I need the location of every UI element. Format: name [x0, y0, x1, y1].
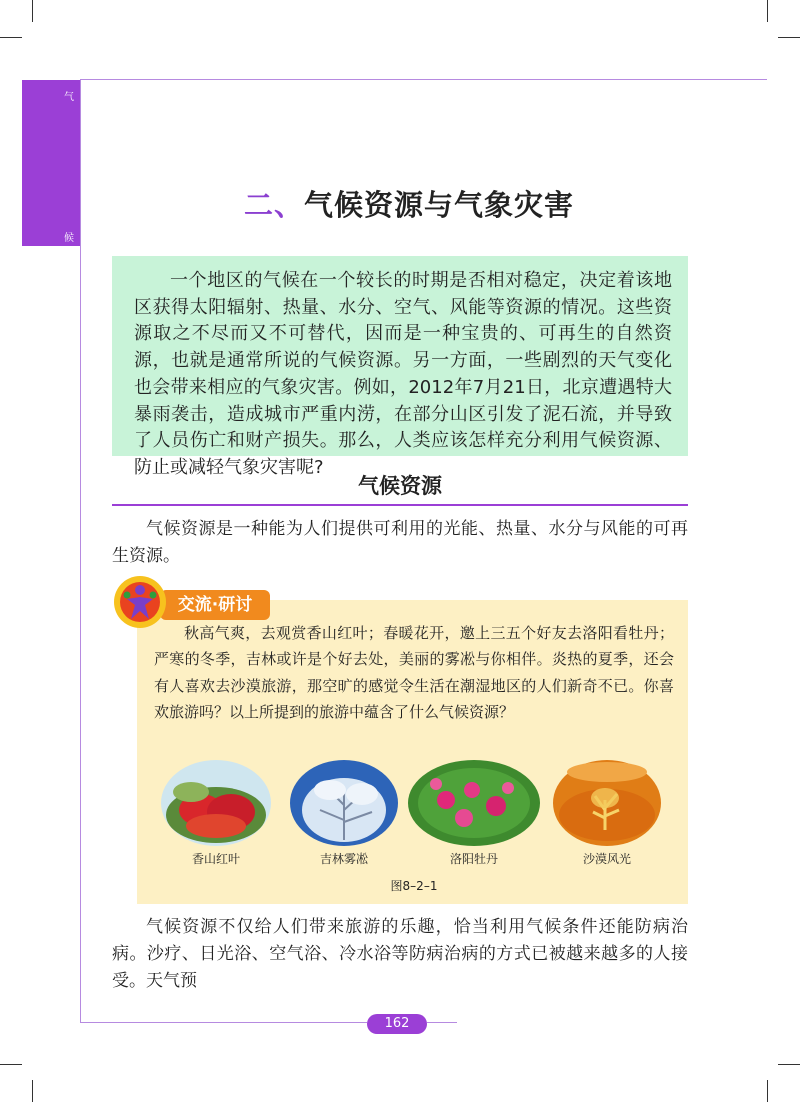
section-title-text: 气候资源与气象灾害: [304, 188, 575, 222]
top-rule: [80, 79, 767, 80]
photo-caption: 吉林雾凇: [319, 852, 368, 866]
photo-caption: 香山红叶: [191, 852, 240, 866]
crop-mark: [0, 1064, 22, 1065]
page-number: 162: [367, 1014, 427, 1034]
crop-mark: [767, 0, 768, 22]
photo-caption: 沙漠风光: [582, 852, 631, 866]
subsection-rule: [112, 504, 688, 506]
crop-mark: [778, 1064, 800, 1065]
jilin-rime-photo: [290, 760, 398, 846]
intro-paragraph: 一个地区的气候在一个较长的时期是否相对稳定，决定着该地区获得太阳辐射、热量、水分、空气、风能等资源的情况。这些资源取之不尽而又不可替代，因而是一种宝贵的、可再生的自然资源，也就是通常所说的气候资源。另一方面，一些剧烈的天气变化也会带来相应的气象灾害。例如，2012年7月21日，北京遭遇特大暴雨袭击，造成城市严重内涝，在部分山区引发了泥石流，并导致了人员伤亡和财产损失。那么，人类应该怎样充分利用气候资源、防止或减轻气象灾害呢?: [134, 270, 672, 478]
crop-mark: [767, 1080, 768, 1102]
xiangshan-red-leaves-photo: [161, 760, 271, 846]
desert-scenery-photo: [553, 760, 661, 846]
photo-caption: 洛阳牡丹: [449, 852, 498, 866]
intro-box: [112, 256, 688, 478]
definition-paragraph: 气候资源是一种能为人们提供可利用的光能、热量、水分与风能的可再生资源。: [112, 519, 688, 566]
left-rule: [80, 80, 81, 1022]
crop-mark: [0, 37, 22, 38]
subsection-title: 气候资源: [358, 474, 442, 498]
discussion-label: 交流·研讨: [160, 590, 270, 620]
crop-mark: [32, 1080, 33, 1102]
bottom-rule: [427, 1022, 457, 1023]
figure-label: 图8–2–1: [390, 879, 438, 893]
chapter-side-tab: [22, 80, 80, 246]
closing-paragraph: 气候资源不仅给人们带来旅游的乐趣，恰当利用气候条件还能防病治病。沙疗、日光浴、空气浴、冷水浴等防病治病的方式已被越来越多的人接受。天气预: [112, 917, 688, 991]
section-title: [244, 183, 574, 224]
discussion-text: 秋高气爽，去观赏香山红叶；春暖花开，邀上三五个好友去洛阳看牡丹；严寒的冬季，吉林或许是个好去处，美丽的雾凇与你相伴。炎热的夏季，还会有人喜欢去沙漠旅游，那空旷的感觉令生活在潮湿地区的人们新奇不已。你喜欢旅游吗？以上所提到的旅游中蕴含了什么气候资源？: [154, 624, 674, 722]
luoyang-peony-photo: [408, 760, 540, 846]
crop-mark: [32, 0, 33, 22]
side-tab-char-bottom: 候: [64, 233, 74, 244]
crop-mark: [778, 37, 800, 38]
section-number: 二、: [244, 188, 305, 222]
side-tab-char-top: 气: [64, 92, 74, 103]
bottom-rule: [80, 1022, 367, 1023]
